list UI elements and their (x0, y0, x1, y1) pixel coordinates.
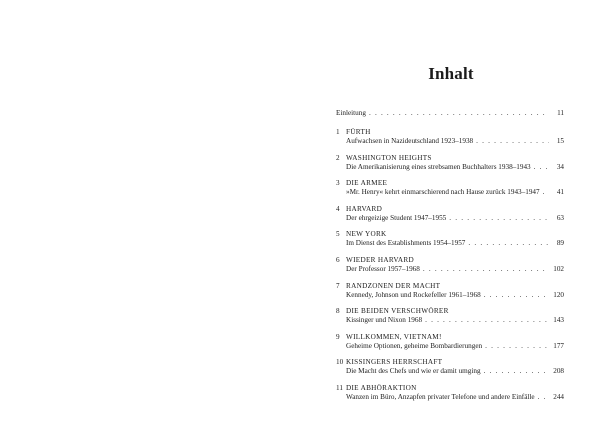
toc-page-number: 63 (556, 213, 564, 222)
toc-entry-body (336, 109, 564, 118)
toc-entry-line (346, 137, 564, 146)
chapter-title: RANDZONEN DER MACHT (346, 281, 441, 290)
toc-entry-chapter-5 (336, 230, 564, 248)
chapter-number: 4 (336, 204, 340, 213)
chapter-number: 7 (336, 281, 340, 290)
chapter-number: 5 (336, 230, 340, 239)
toc-entry-chapter-7 (336, 282, 564, 300)
toc-entry-line (336, 109, 564, 118)
toc-entry-introduction (336, 109, 564, 118)
toc-entry-body (346, 282, 564, 300)
chapter-subtitle: Der Professor 1957–1968 (346, 264, 420, 273)
toc-page-number: 89 (556, 239, 564, 248)
toc-entry-chapter-4 (336, 205, 564, 223)
toc-entry-body (346, 230, 564, 248)
toc-entry-chapter-2 (336, 154, 564, 172)
chapter-subtitle: Geheime Optionen, geheime Bombardierungen (346, 341, 483, 350)
chapter-title: FÜRTH (346, 128, 371, 136)
dot-leader (423, 265, 549, 274)
toc-entry-body (346, 384, 564, 402)
chapter-subtitle: Kissinger und Nixon 1968 (346, 316, 423, 325)
chapter-title: NEW YORK (346, 230, 387, 239)
toc-page-number: 11 (557, 109, 564, 117)
chapter-number: 8 (336, 307, 340, 316)
chapter-title: DIE BEIDEN VERSCHWÖRER (346, 307, 449, 316)
dot-leader (369, 109, 549, 118)
chapter-number: 1 (336, 128, 340, 136)
chapter-title: WILLKOMMEN, VIETNAM! (346, 332, 442, 341)
page-title: Inhalt (428, 64, 474, 83)
dot-leader (449, 214, 549, 223)
toc-entry-line (346, 265, 564, 274)
toc-entry-body (346, 154, 564, 172)
dot-leader (468, 239, 549, 248)
chapter-title: DIE ABHÖRAKTION (346, 383, 417, 392)
toc-entry-body (346, 205, 564, 223)
toc-entry-line (346, 367, 564, 376)
chapter-number: 9 (336, 332, 340, 341)
table-of-contents (336, 109, 564, 410)
chapter-subtitle: Der ehrgeizige Student 1947–1955 (346, 213, 447, 222)
toc-entry-line (346, 188, 564, 197)
chapter-number: 6 (336, 255, 340, 264)
dot-leader (485, 342, 549, 351)
toc-entry-chapter-11 (336, 384, 564, 402)
toc-page-number: 177 (553, 341, 564, 350)
toc-entry-chapter-1 (336, 128, 564, 146)
toc-page-number: 102 (553, 264, 564, 273)
toc-entry-body (346, 333, 564, 351)
toc-entry-line (346, 316, 564, 325)
toc-entry-chapter-8 (336, 307, 564, 325)
chapter-subtitle: Die Amerikanisierung eines strebsamen Buchhalters 1938–1943 (346, 162, 531, 171)
chapter-subtitle: Aufwachsen in Nazideutschland 1923–1938 (346, 137, 474, 145)
dot-leader (484, 367, 549, 376)
toc-entry-body (346, 358, 564, 376)
chapter-number: 10 (336, 358, 344, 367)
toc-page-number: 41 (556, 188, 564, 197)
toc-entry-label: Einleitung (336, 109, 366, 117)
toc-entry-line (346, 291, 564, 300)
chapter-number: 11 (336, 383, 343, 392)
toc-entry-body (346, 307, 564, 325)
dot-leader (484, 291, 549, 300)
dot-leader (538, 393, 549, 402)
toc-entry-chapter-3 (336, 179, 564, 197)
toc-entry-body (346, 256, 564, 274)
chapter-number: 3 (336, 179, 340, 188)
chapter-subtitle: Kennedy, Johnson und Rockefeller 1961–1968 (346, 290, 481, 299)
toc-entry-line (346, 342, 564, 351)
toc-entry-body (346, 179, 564, 197)
chapter-subtitle: »Mr. Henry« kehrt einmarschierend nach Hause zurück 1943–1947 (346, 188, 540, 197)
toc-entry-chapter-6 (336, 256, 564, 274)
toc-page-number: 120 (553, 290, 564, 299)
toc-page-number: 34 (556, 162, 564, 171)
toc-entry-line (346, 393, 564, 402)
chapter-title: WASHINGTON HEIGHTS (346, 153, 432, 162)
toc-page-number: 143 (553, 316, 564, 325)
dot-leader (476, 137, 549, 146)
toc-entry-line (346, 214, 564, 223)
toc-entry-chapter-9 (336, 333, 564, 351)
toc-page-number: 244 (553, 392, 564, 401)
chapter-title: DIE ARMEE (346, 179, 388, 188)
dot-leader (543, 188, 549, 197)
toc-page-number: 208 (553, 367, 564, 376)
dot-leader (534, 163, 549, 172)
dot-leader (425, 316, 549, 325)
chapter-title: WIEDER HARVARD (346, 255, 414, 264)
toc-entry-body (346, 128, 564, 146)
chapter-subtitle: Im Dienst des Establishments 1954–1957 (346, 239, 466, 248)
toc-entry-chapter-10 (336, 358, 564, 376)
chapter-title: KISSINGERS HERRSCHAFT (346, 358, 443, 367)
chapter-subtitle: Wanzen im Büro, Anzapfen privater Telefone und andere Einfälle (346, 392, 535, 401)
chapter-number: 2 (336, 153, 340, 162)
chapter-subtitle: Die Macht des Chefs und wie er damit umging (346, 367, 481, 376)
toc-entry-line (346, 163, 564, 172)
chapter-title: HARVARD (346, 204, 383, 213)
toc-entry-line (346, 239, 564, 248)
toc-page-number: 15 (556, 137, 564, 145)
